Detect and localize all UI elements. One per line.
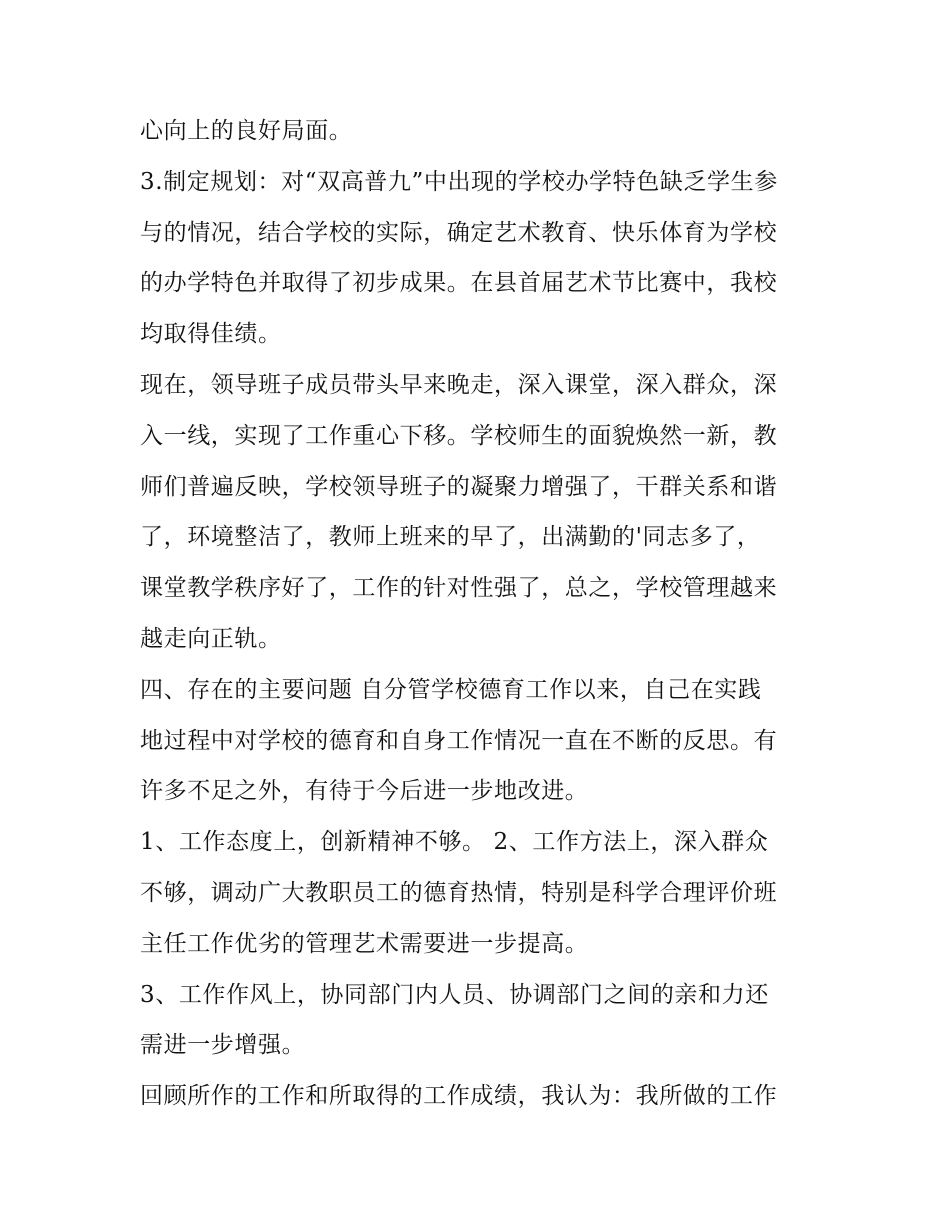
text-line: 师们普遍反映，学校领导班子的凝聚力增强了，干群关系和谐	[140, 473, 778, 500]
text-line: 与的情况，结合学校的实际，确定艺术教育、快乐体育为学校	[140, 219, 778, 246]
text-line: 了，环境整洁了，教师上班来的早了，出满勤的'同志多了，	[140, 524, 761, 551]
text-line: 地过程中对学校的德育和自身工作情况一直在不断的反思。有	[140, 727, 778, 754]
text-line: 越走向正轨。	[140, 625, 282, 652]
text-line: 3、工作作风上，协同部门内人员、协调部门之间的亲和力还	[140, 981, 769, 1008]
text-line: 四、存在的主要问题 自分管学校德育工作以来，自己在实践	[140, 676, 762, 703]
text-line: 不够，调动广大教职员工的德育热情，特别是科学合理评价班	[140, 879, 778, 906]
text-line: 心向上的良好局面。	[140, 118, 353, 144]
text-line: 1、工作态度上，创新精神不够。 2、工作方法上，深入群众	[140, 829, 769, 856]
text-line: 现在，领导班子成员带头早来晚走，深入课堂，深入群众，深	[140, 371, 778, 398]
text-line: 均取得佳绩。	[140, 321, 282, 348]
text-line: 需进一步增强。	[140, 1032, 306, 1059]
text-line: 回顾所作的工作和所取得的工作成绩，我认为：我所做的工作	[140, 1083, 778, 1110]
text-line: 3.制定规划：对“双高普九”中出现的学校办学特色缺乏学生参	[140, 168, 778, 195]
text-line: 的办学特色并取得了初步成果。在县首届艺术节比赛中，我校	[140, 270, 778, 297]
text-line: 许多不足之外，有待于今后进一步地改进。	[140, 778, 589, 805]
text-line: 入一线，实现了工作重心下移。学校师生的面貌焕然一新，教	[140, 422, 778, 449]
text-line: 主任工作优劣的管理艺术需要进一步提高。	[140, 930, 589, 957]
text-line: 课堂教学秩序好了，工作的针对性强了，总之，学校管理越来	[140, 575, 778, 602]
document-body	[140, 106, 820, 1122]
